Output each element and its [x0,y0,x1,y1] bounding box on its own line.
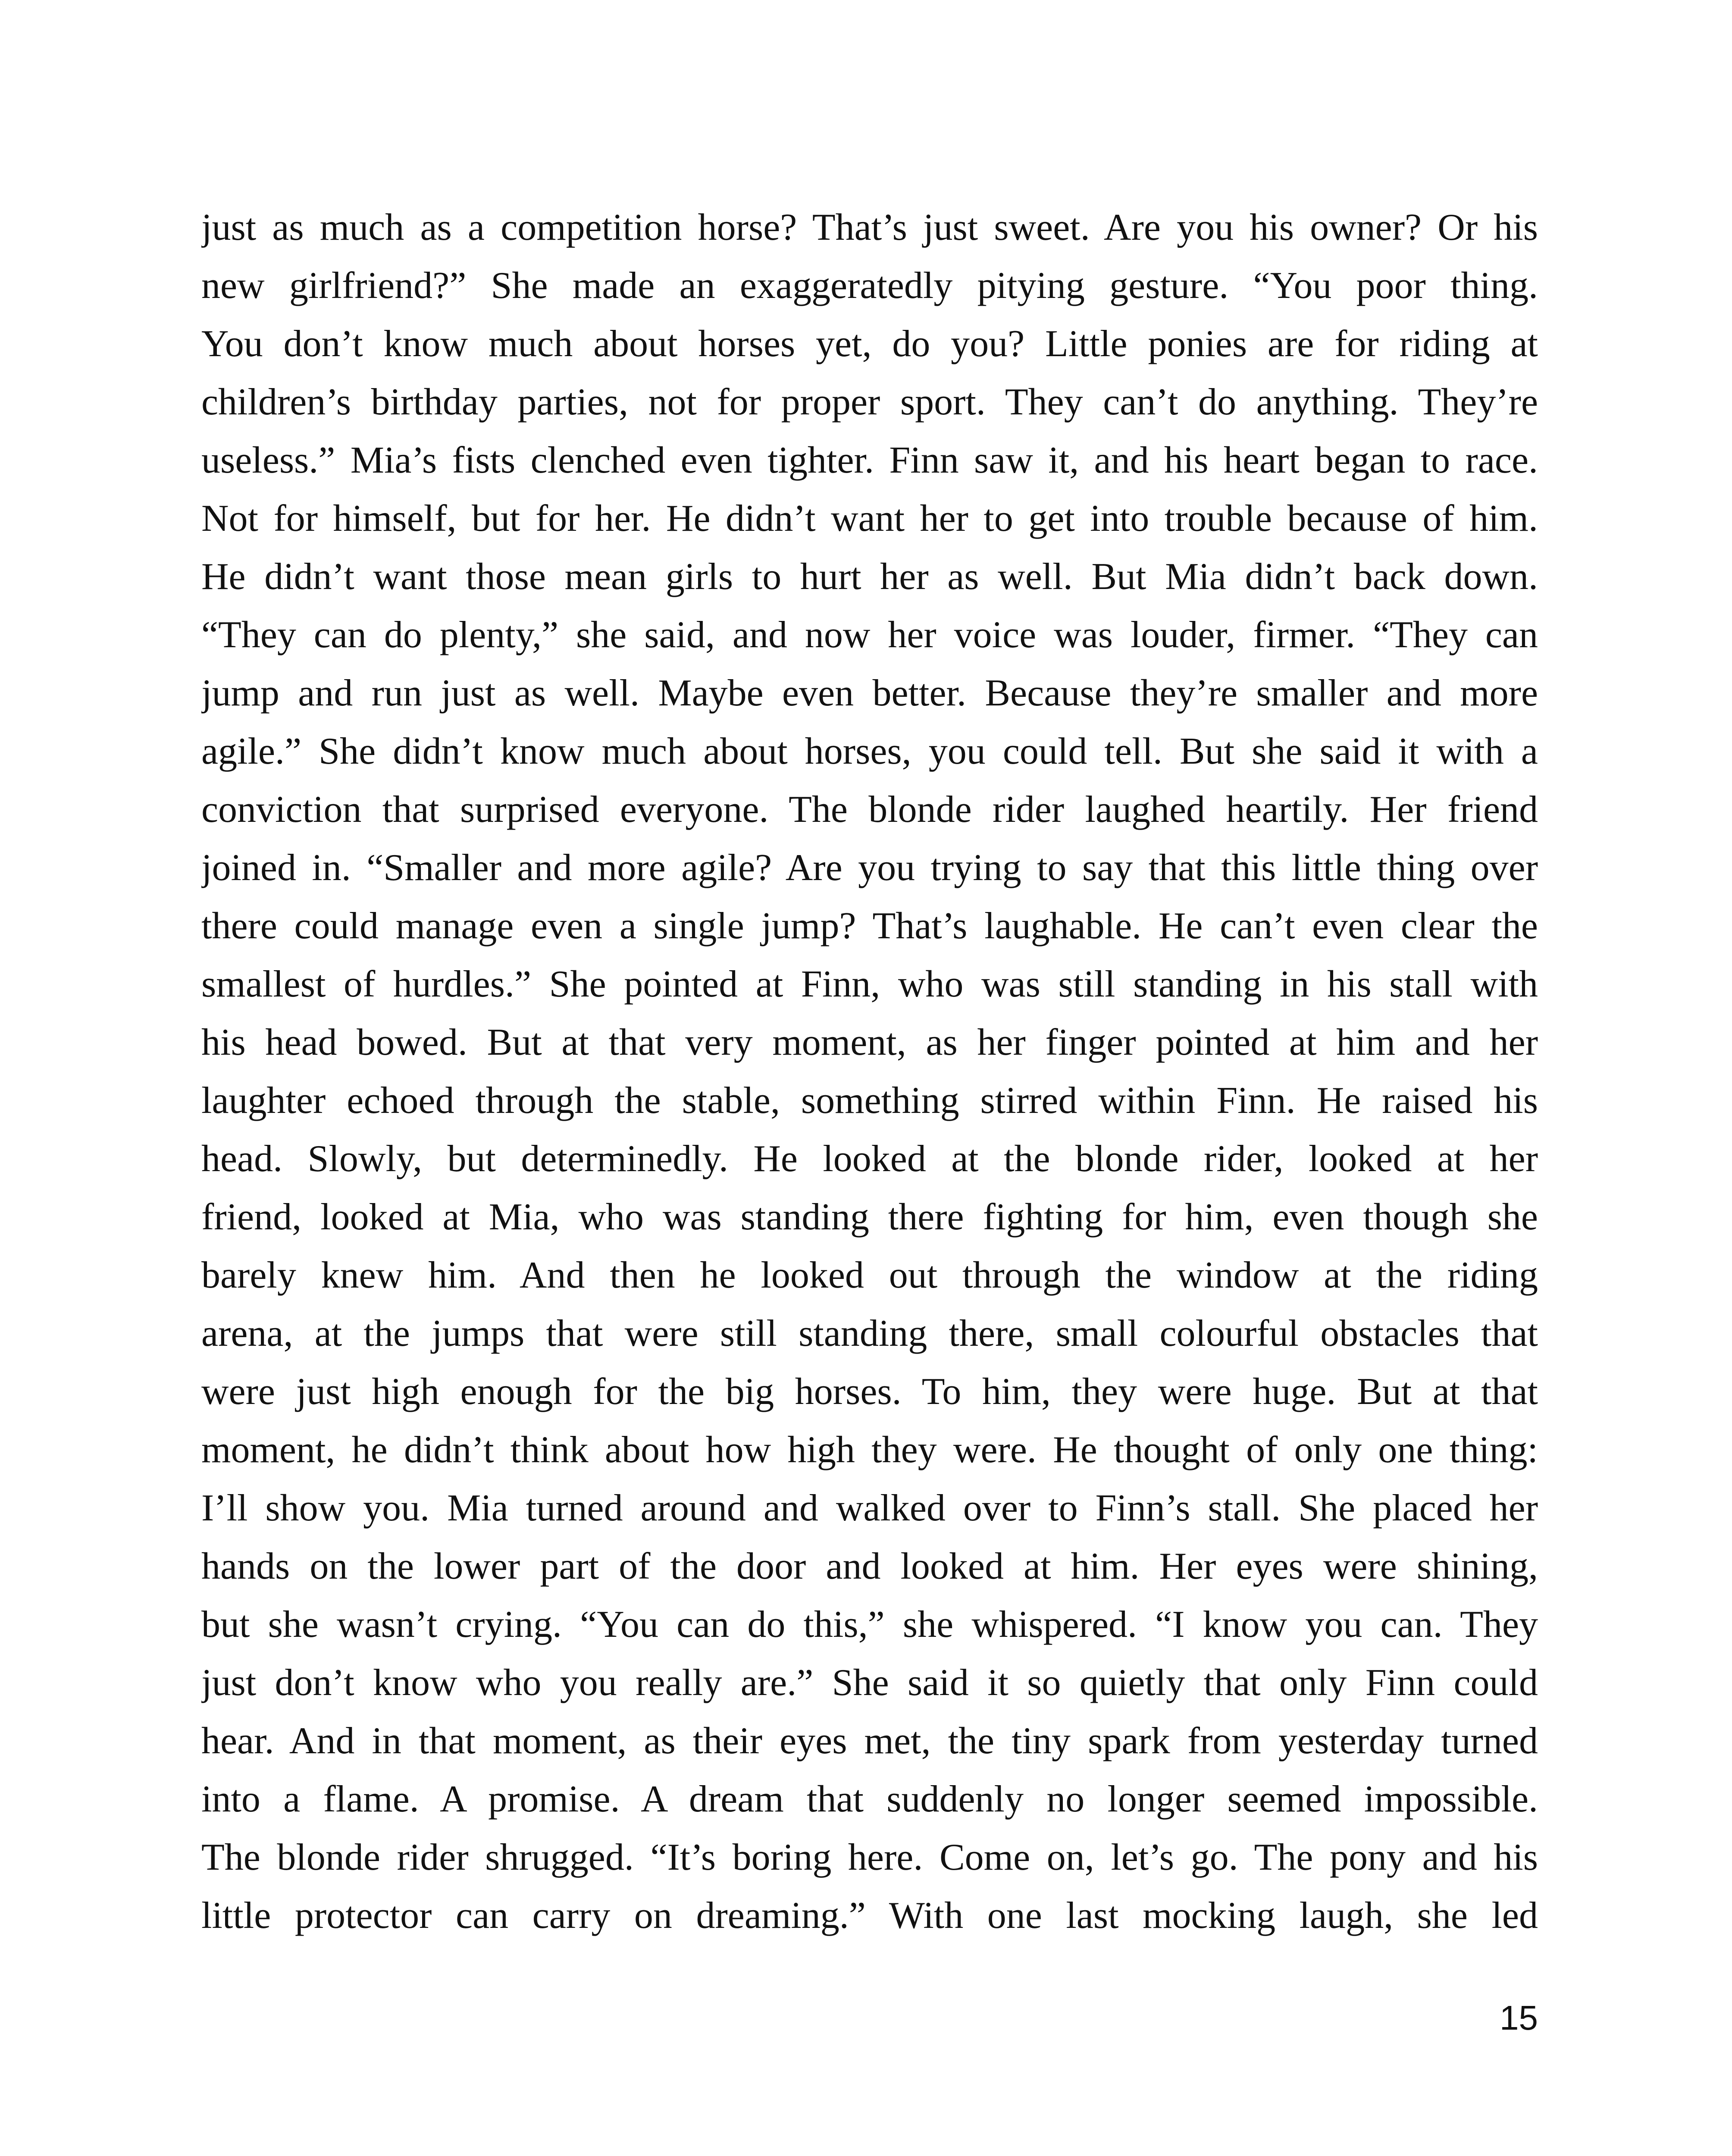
text-line: hands on the lower part of the door and looked at him. Her eyes were shining, [201,1545,1538,1587]
text-line: jump and run just as well. Maybe even better. Because they’re smaller and more [201,672,1538,714]
text-line: friend, looked at Mia, who was standing there fighting for him, even though she [201,1196,1538,1238]
text-line: into a flame. A promise. A dream that suddenly no longer seemed impossible. [201,1778,1538,1820]
text-line: He didn’t want those mean girls to hurt her as well. But Mia didn’t back down. [201,556,1538,598]
text-line: just as much as a competition horse? That’s just sweet. Are you his owner? Or his [201,207,1538,248]
text-line: new girlfriend?” She made an exaggeratedly pitying gesture. “You poor thing. [201,265,1538,307]
text-line: children’s birthday parties, not for proper sport. They can’t do anything. They’re [201,381,1538,423]
text-line: barely knew him. And then he looked out through the window at the riding [201,1254,1538,1296]
text-line: but she wasn’t crying. “You can do this,” she whispered. “I know you can. They [201,1604,1538,1645]
text-line: just don’t know who you really are.” She said it so quietly that only Finn could [201,1662,1538,1704]
text-line: laughter echoed through the stable, something stirred within Finn. He raised his [201,1080,1538,1122]
page-number: 15 [1500,1999,1538,2037]
text-line: I’ll show you. Mia turned around and walked over to Finn’s stall. She placed her [201,1487,1538,1529]
text-line: were just high enough for the big horses. To him, they were huge. But at that [201,1371,1538,1413]
body-text [201,198,1538,1945]
text-line: smallest of hurdles.” She pointed at Finn, who was still standing in his stall with [201,963,1538,1005]
text-line: arena, at the jumps that were still standing there, small colourful obstacles that [201,1313,1538,1354]
text-line: You don’t know much about horses yet, do you? Little ponies are for riding at [201,323,1538,365]
text-line: “They can do plenty,” she said, and now her voice was louder, firmer. “They can [201,614,1538,656]
text-line: little protector can carry on dreaming.” With one last mocking laugh, she led [201,1895,1538,1937]
text-line: useless.” Mia’s fists clenched even tighter. Finn saw it, and his heart began to race. [201,439,1538,481]
text-line: agile.” She didn’t know much about horses, you could tell. But she said it with a [201,730,1538,772]
text-line: joined in. “Smaller and more agile? Are you trying to say that this little thing over [201,847,1538,889]
text-line: his head bowed. But at that very moment, as her finger pointed at him and her [201,1022,1538,1063]
text-line: there could manage even a single jump? That’s laughable. He can’t even clear the [201,905,1538,947]
text-line: moment, he didn’t think about how high they were. He thought of only one thing: [201,1429,1538,1471]
text-line: head. Slowly, but determinedly. He looked at the blonde rider, looked at her [201,1138,1538,1180]
text-line: hear. And in that moment, as their eyes met, the tiny spark from yesterday turned [201,1720,1538,1762]
text-line: The blonde rider shrugged. “It’s boring here. Come on, let’s go. The pony and his [201,1836,1538,1878]
text-line: conviction that surprised everyone. The blonde rider laughed heartily. Her friend [201,789,1538,830]
text-line: Not for himself, but for her. He didn’t want her to get into trouble because of him. [201,498,1538,539]
